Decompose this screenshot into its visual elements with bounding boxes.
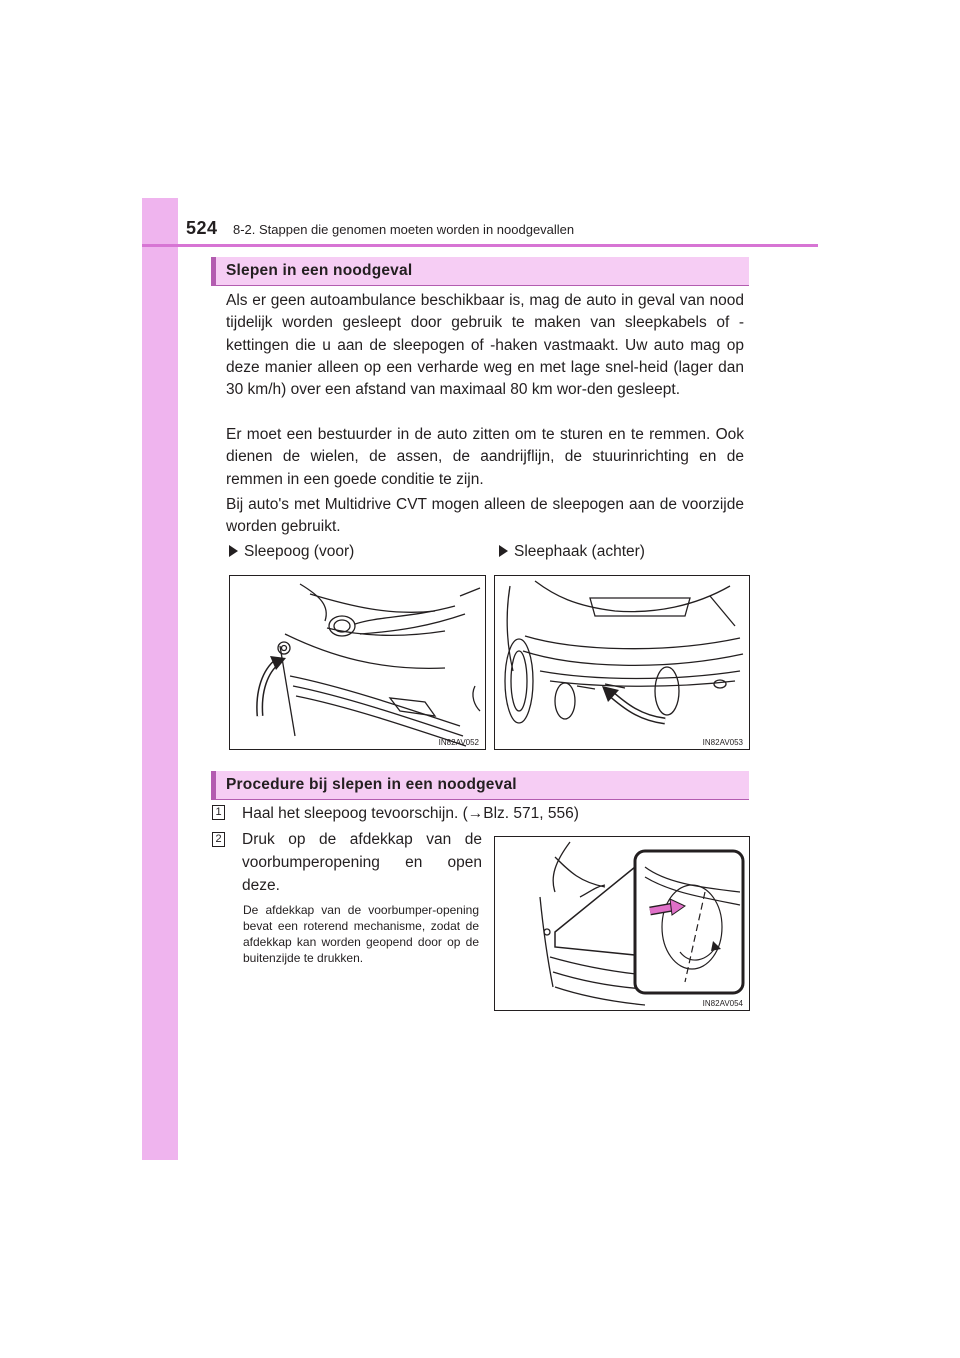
chapter-sidebar-tab <box>142 198 178 1160</box>
bumper-cover-illustration <box>495 837 750 1011</box>
figure-code: IN82AV054 <box>702 999 743 1008</box>
section-heading-text: Procedure bij slepen in een noodgeval <box>226 776 517 793</box>
step-number-2: 2 <box>212 832 225 847</box>
step-number-1: 1 <box>212 805 225 820</box>
figure-code: IN82AV053 <box>702 738 743 747</box>
figure-rear-tow-hook <box>494 575 750 750</box>
step-text-2-line: voorbumperopening en open <box>242 854 482 871</box>
figure-bumper-cover <box>494 836 750 1011</box>
step-text-1: Haal het sleepoog tevoorschijn. (→Blz. 571, 556) <box>242 805 579 822</box>
header-rule <box>142 244 818 247</box>
step-note: De afdekkap van de voorbumper-opening bevat een roterend mechanisme, zodat de afdekkap kan worden geopend door op de buitenzijde te drukken. <box>243 903 479 965</box>
paragraph-driver-requirement: Er moet een bestuurder in de auto zitten om te sturen en te remmen. Ook dienen de wielen, de assen, de aandrijflijn, de stuurinrichting en de remmen in een goede conditie te zijn. <box>226 426 744 488</box>
section-heading-procedure <box>211 771 749 800</box>
paragraph-cvt-note: Bij auto's met Multidrive CVT mogen alleen de sleepogen aan de voorzijde worden gebruikt. <box>226 496 744 536</box>
section-heading-towing <box>211 257 749 286</box>
bullet-front-tow-eye <box>229 543 354 561</box>
section-heading-text: Slepen in een noodgeval <box>226 262 413 279</box>
bullet-label: Sleephaak (achter) <box>514 543 645 560</box>
figure-code: IN82AV052 <box>438 738 479 747</box>
bullet-label: Sleepoog (voor) <box>244 543 355 560</box>
rear-bumper-illustration <box>495 576 750 750</box>
bullet-rear-tow-hook <box>499 543 645 561</box>
step-text-2 <box>242 828 482 897</box>
front-bumper-illustration <box>230 576 486 750</box>
paragraph-towing-intro: Als er geen autoambulance beschikbaar is, mag de auto in geval van nood tijdelijk worden gesleept door gebruik te maken van sleepkabels of -kettingen die u aan de sleepogen of -haken vastmaakt. Uw auto mag op deze manier alleen op een verharde weg en met lage snel-heid (lager dan 30 km/h) over een afstand van maximaal 80 km wor-den gesleept. <box>226 292 744 399</box>
chapter-title: 8-2. Stappen die genomen moeten worden in noodgevallen <box>233 222 575 237</box>
triangle-bullet-icon <box>499 545 508 557</box>
figure-front-tow-eye <box>229 575 486 750</box>
step-text-2-line: Druk op de afdekkap van de <box>242 831 482 848</box>
step-text-2-line: deze. <box>242 877 280 894</box>
page-number: 524 <box>186 218 218 238</box>
triangle-bullet-icon <box>229 545 238 557</box>
